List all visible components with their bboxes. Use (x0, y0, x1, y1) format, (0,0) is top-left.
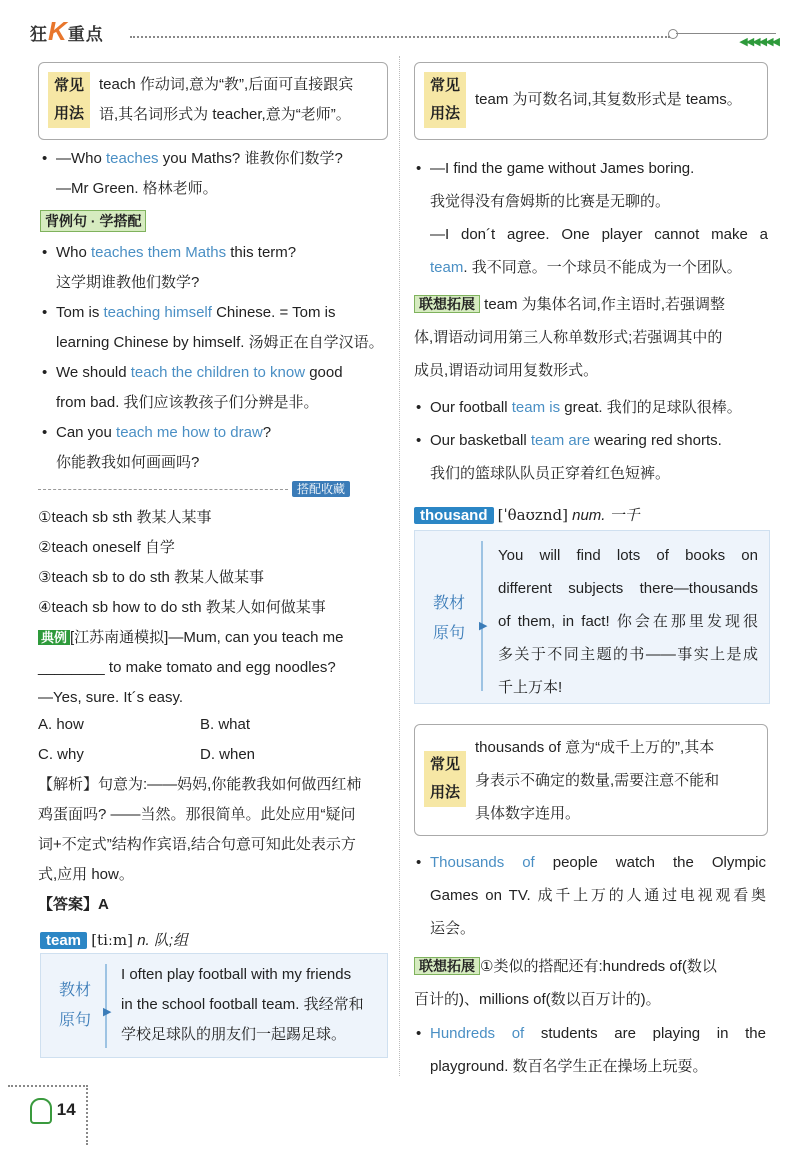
usage-label (424, 751, 466, 807)
thousands-example-1 (430, 846, 766, 879)
t: Our basketball (430, 432, 531, 449)
headword-thousand: thousand (414, 507, 494, 524)
usage-line: 身表示不确定的数量,需要注意不能和 (475, 772, 720, 789)
thousands-example-cn-2: 运会。 (430, 920, 476, 937)
textbook-text (498, 539, 758, 704)
logo-k: K (48, 16, 68, 46)
team-bullets (430, 393, 770, 489)
example-question (38, 623, 390, 713)
tb-label-2: 原句 (432, 625, 465, 642)
t: ? (262, 424, 272, 441)
dianli-tag: 典例 (38, 630, 70, 645)
team-example-2-cn: . 我不同意。一个球员不能成为一个团队。 (463, 259, 742, 276)
sentence-3-cn: from bad. 我们应该教孩子们分辨是非。 (56, 394, 319, 411)
t: Who (56, 244, 92, 261)
example-1-q (56, 144, 396, 174)
analysis-line: 鸡蛋面吗? ——当然。那很简单。此处应用“疑问 (38, 806, 356, 823)
header-dotted-line (130, 36, 670, 38)
t: this term? (226, 244, 297, 261)
usage-label-2: 用法 (53, 105, 84, 122)
logo-text-2: 重点 (67, 25, 104, 44)
arrows-icon: ◀◀◀◀◀◀ (739, 36, 778, 48)
team-example-1: • —I find the game without James boring. (430, 154, 768, 184)
collocation-item: ③teach sb to do sth 教某人做某事 (38, 569, 265, 586)
tb-line: in the school football team. 我经常和 (121, 996, 364, 1013)
team-bullet-2-cn: 我们的篮球队队员正穿着红色短裤。 (430, 465, 671, 482)
header-circle (668, 29, 678, 39)
lightbulb-icon (30, 1098, 52, 1124)
thousands-example-cn: Games on TV. 成千上万的人通过电视观看奥 (430, 887, 766, 904)
association-note (414, 290, 770, 386)
usage-text (99, 70, 384, 130)
usage-label-2: 用法 (429, 105, 460, 122)
column-divider (399, 56, 400, 1076)
sentence-4-cn: 你能教我如何画画吗? (56, 454, 200, 471)
association-tag: 联想拓展 (414, 295, 480, 313)
hl: Hundreds of (430, 1025, 525, 1042)
word-entry-team (40, 925, 390, 956)
option-d: D. when (200, 746, 256, 763)
sentence-1-cn: 这学期谁教他们数学? (56, 274, 200, 291)
page-number (30, 1095, 76, 1125)
hundreds-example-1 (430, 1017, 766, 1050)
tb-line: 多关于不同主题的书——事实上是成 (498, 646, 758, 663)
hl: teach the children to know (130, 364, 306, 381)
part-of-speech: n. 队;组 (137, 932, 189, 949)
hl: Thousands of (430, 854, 535, 871)
textbook-label (49, 976, 101, 1036)
hl: teaches (106, 150, 159, 167)
section-tag: 背例句 · 学搭配 (40, 210, 146, 232)
hl: teaches them Maths (91, 244, 227, 261)
t: Our football (430, 399, 512, 416)
phonetic: [ˈθaʊznd] (497, 506, 568, 524)
question-reply: —Yes, sure. It´s easy. (38, 689, 184, 706)
association-tag: 联想拓展 (414, 957, 480, 975)
hl: teach me how to draw (116, 424, 263, 441)
sentence-3 (56, 358, 390, 388)
tb-label-2: 原句 (58, 1012, 91, 1029)
option-b: B. what (200, 716, 251, 733)
part-of-speech: num. 一千 (572, 507, 640, 524)
tb-label-1: 教材 (58, 982, 91, 999)
answer: 【答案】A (38, 896, 109, 913)
association-note-2 (414, 950, 770, 1016)
collect-tag: 搭配收藏 (292, 481, 350, 497)
tb-line: different subjects there—thousands (498, 580, 758, 597)
book-logo (30, 16, 104, 50)
usage-label-2: 用法 (429, 784, 460, 801)
usage-label (48, 72, 90, 128)
tb-line: 千上万本! (498, 679, 563, 696)
tb-line: I often play football with my friends (121, 966, 352, 983)
hl: team is (511, 399, 561, 416)
usage-text (475, 731, 763, 830)
hundreds-example (430, 1017, 766, 1083)
t: wearing red shorts. (590, 432, 722, 449)
footer-dots (8, 1085, 88, 1087)
analysis (38, 770, 390, 920)
sentence-list (56, 238, 390, 478)
example-1-answer: —Mr Green. 格林老师。 (56, 180, 218, 197)
t: people watch the Olympic (534, 854, 766, 871)
t: Can you (56, 424, 117, 441)
usage-box-thousands (414, 724, 768, 836)
association-line: team 为集体名词,作主语时,若强调整 (480, 296, 726, 313)
word-entry-thousand (414, 500, 770, 531)
analysis-line: 词+不定式”结构作宾语,结合句意可知此处表示方 (38, 836, 356, 853)
t: We should (56, 364, 131, 381)
option-a: A. how (38, 716, 84, 733)
usage-label-1: 常见 (53, 77, 84, 94)
thousands-example (430, 846, 766, 945)
t: great. 我们的足球队很棒。 (560, 399, 742, 416)
hundreds-example-cn: playground. 数百名学生正在操场上玩耍。 (430, 1058, 708, 1075)
phonetic: [tiːm] (91, 931, 134, 949)
collocation-list (38, 503, 388, 623)
t: students are playing in the (524, 1025, 766, 1042)
usage-box-team (414, 62, 768, 140)
t: Chinese. = Tom is (211, 304, 336, 321)
sentence-2-cn: learning Chinese by himself. 汤姆正在自学汉语。 (56, 334, 384, 351)
collocation-item: ④teach sb how to do sth 教某人如何做某事 (38, 599, 326, 616)
sentence-1 (56, 238, 390, 268)
textbook-sentence-box-2 (414, 530, 770, 704)
textbook-text (121, 960, 383, 1050)
question-source: [江苏南通模拟]—Mum, can you teach me (70, 629, 344, 646)
team-example-2: —I don´t agree. One player cannot make a (430, 226, 768, 243)
t: good (305, 364, 343, 381)
hl: team are (530, 432, 591, 449)
hl: teaching himself (103, 304, 212, 321)
team-examples (430, 154, 768, 283)
dashed-separator (38, 489, 288, 490)
usage-box-teach (38, 62, 388, 140)
question-blank: ________ to make tomato and egg noodles? (38, 659, 336, 676)
association-line: 百计的)、millions of(数以百万计的)。 (414, 991, 661, 1008)
association-line: 成员,谓语动词用复数形式。 (414, 362, 599, 379)
arrow-right-icon: ▶ (479, 620, 488, 632)
tb-line: You will find lots of books on (498, 547, 758, 564)
tb-line: 学校足球队的朋友们一起踢足球。 (121, 1026, 347, 1043)
usage-label (424, 72, 466, 128)
footer-dots-v (86, 1085, 88, 1145)
usage-line-2: 语,其名词形式为 teacher,意为“老师”。 (99, 106, 351, 123)
usage-line: 具体数字连用。 (475, 805, 581, 822)
t: you Maths? 谁教你们数学? (158, 150, 343, 167)
logo-text: 狂 (30, 25, 48, 44)
association-line: 体,谓语动词用第三人称单数形式;若强调其中的 (414, 329, 723, 346)
team-bullet-2 (430, 426, 770, 456)
usage-line: thousands of 意为“成千上万的”,其本 (475, 739, 715, 756)
collocation-item: ①teach sb sth 教某人某事 (38, 509, 212, 526)
association-line: ①类似的搭配还有:hundreds of(数以 (480, 958, 717, 975)
tb-line: of them, in fact! 你会在那里发现很 (498, 613, 758, 630)
usage-line-1: teach 作动词,意为“教”,后面可直接跟宾 (99, 76, 354, 93)
collocation-item: ②teach oneself 自学 (38, 539, 175, 556)
textbook-label (423, 589, 475, 649)
sentence-4 (56, 418, 390, 448)
hl: team (430, 259, 464, 276)
usage-label-1: 常见 (429, 756, 460, 773)
team-bullet-1 (430, 393, 770, 423)
sentence-2 (56, 298, 390, 328)
page-number-text: 14 (56, 1100, 76, 1119)
t: —Who (56, 150, 107, 167)
headword-team: team (40, 932, 87, 949)
arrow-right-icon: ▶ (103, 1006, 112, 1018)
usage-label-1: 常见 (429, 77, 460, 94)
team-example-1-cn: 我觉得没有詹姆斯的比赛是无聊的。 (430, 193, 671, 210)
tb-label-1: 教材 (432, 595, 465, 612)
usage-text: team 为可数名词,其复数形式是 teams。 (475, 91, 742, 108)
textbook-sentence-box (40, 953, 388, 1058)
analysis-line: 式,应用 how。 (38, 866, 134, 883)
example-1 (56, 144, 396, 204)
t: Tom is (56, 304, 104, 321)
analysis-line: 【解析】句意为:——妈妈,你能教我如何做西红柿 (38, 776, 362, 793)
option-c: C. why (38, 746, 84, 763)
